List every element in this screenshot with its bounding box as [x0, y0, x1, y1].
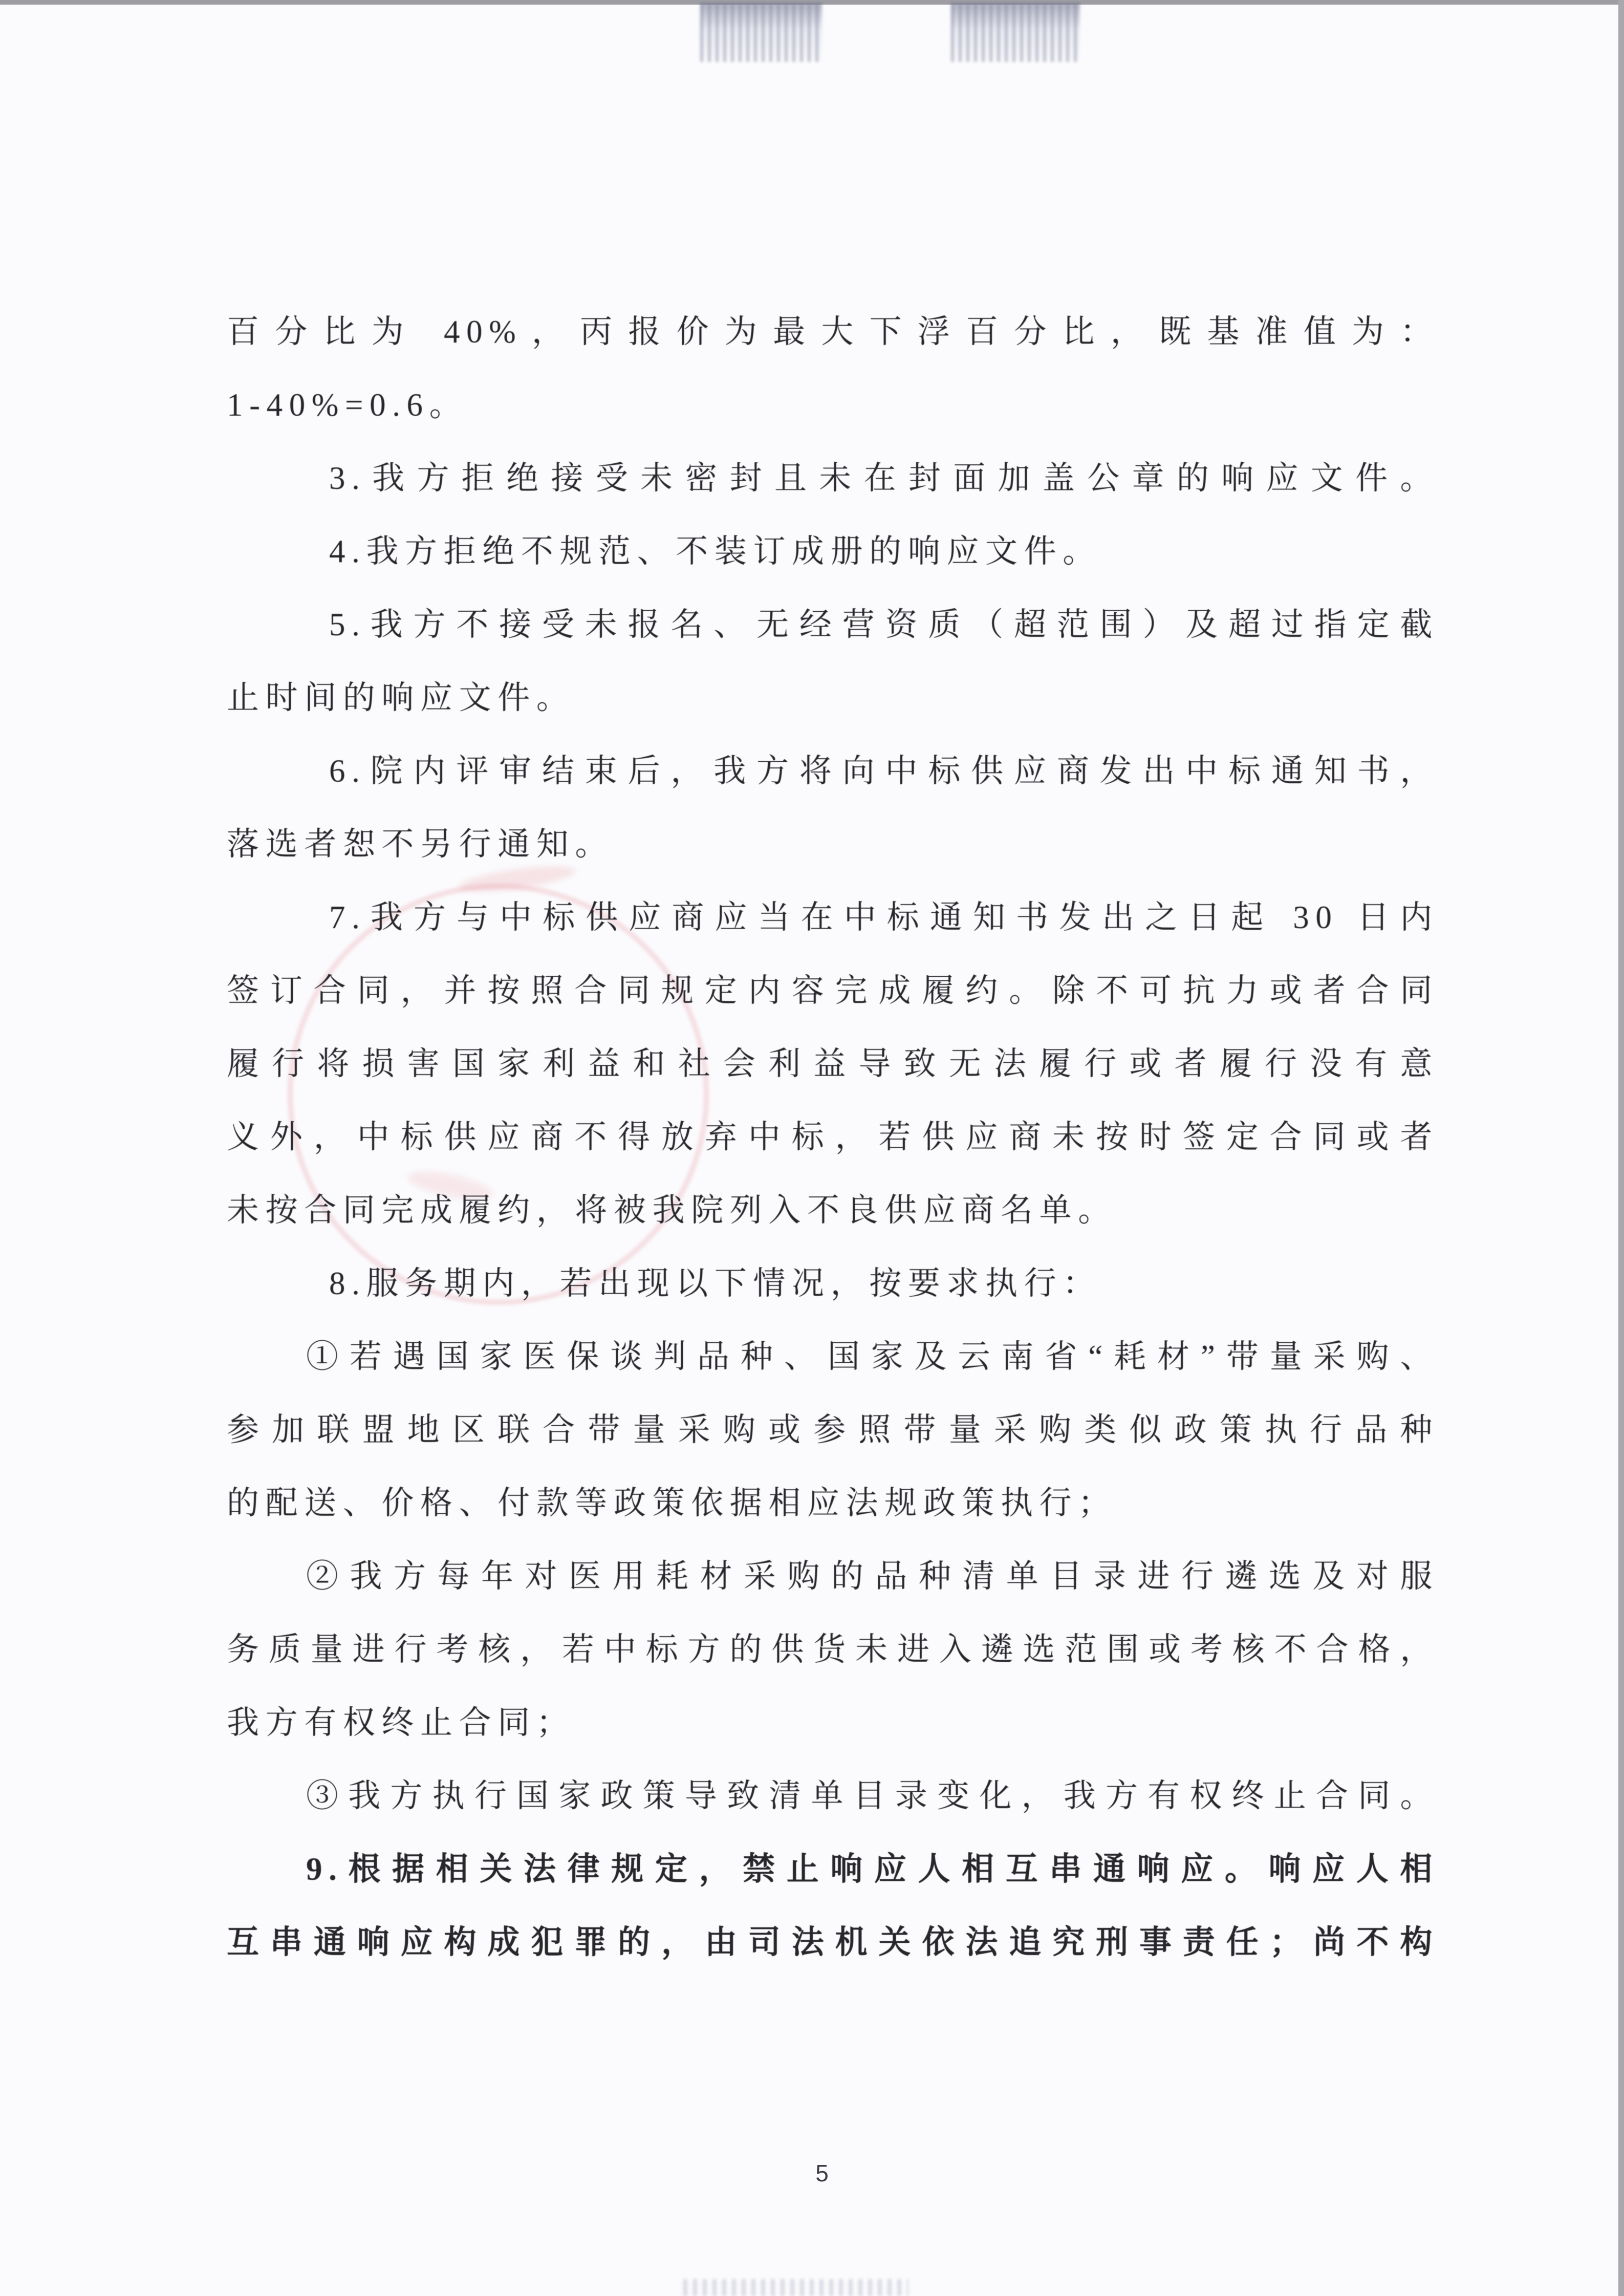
text-line: ②我方每年对医用耗材采购的品种清单目录进行遴选及对服 — [306, 1558, 1439, 1594]
document-body — [227, 295, 1439, 1979]
scan-edge-artifact-right — [1618, 0, 1624, 2296]
text-line: 务质量进行考核，若中标方的供货未进入遴选范围或考核不合格， — [227, 1632, 1439, 1667]
text-line: ①若遇国家医保谈判品种、国家及云南省“耗材”带量采购、 — [306, 1339, 1439, 1375]
ink-bleed-smudge-left — [700, 3, 822, 62]
text-line: 4.我方拒绝不规范、不装订成册的响应文件。 — [329, 533, 1101, 569]
text-line: ③我方执行国家政策导致清单目录变化，我方有权终止合同。 — [306, 1778, 1439, 1814]
text-line: 百分比为 40%，丙报价为最大下浮百分比，既基准值为： — [227, 314, 1439, 350]
text-line: 6.院内评审结束后，我方将向中标供应商发出中标通知书， — [329, 753, 1439, 789]
text-line: 未按合同完成履约，将被我院列入不良供应商名单。 — [227, 1192, 1117, 1228]
text-line: 7.我方与中标供应商应当在中标通知书发出之日起 30 日内 — [329, 899, 1439, 935]
text-line: 我方有权终止合同； — [227, 1705, 575, 1741]
text-line: 1-40%=0.6。 — [227, 387, 468, 423]
text-line: 互串通响应构成犯罪的，由司法机关依法追究刑事责任；尚不构 — [227, 1924, 1439, 1960]
scan-edge-artifact-bottom — [683, 2279, 908, 2296]
text-line: 8.服务期内，若出现以下情况，按要求执行： — [329, 1265, 1101, 1301]
text-line: 落选者恕不另行通知。 — [227, 826, 614, 862]
text-line: 止时间的响应文件。 — [227, 680, 575, 716]
text-line: 参加联盟地区联合带量采购或参照带量采购类似政策执行品种 — [227, 1412, 1439, 1448]
ink-bleed-smudge-right — [951, 3, 1080, 62]
text-line: 签订合同，并按照合同规定内容完成履约。除不可抗力或者合同 — [227, 973, 1439, 1008]
text-line: 5.我方不接受未报名、无经营资质（超范围）及超过指定截 — [329, 607, 1439, 642]
text-line: 义外，中标供应商不得放弃中标，若供应商未按时签定合同或者 — [227, 1119, 1439, 1155]
page-number: 5 — [815, 2160, 829, 2186]
text-line: 履行将损害国家利益和社会利益导致无法履行或者履行没有意 — [227, 1046, 1439, 1082]
text-line: 9.根据相关法律规定，禁止响应人相互串通响应。响应人相 — [306, 1851, 1439, 1887]
text-line: 的配送、价格、付款等政策依据相应法规政策执行； — [227, 1485, 1117, 1521]
text-line: 3.我方拒绝接受未密封且未在封面加盖公章的响应文件。 — [329, 460, 1439, 496]
